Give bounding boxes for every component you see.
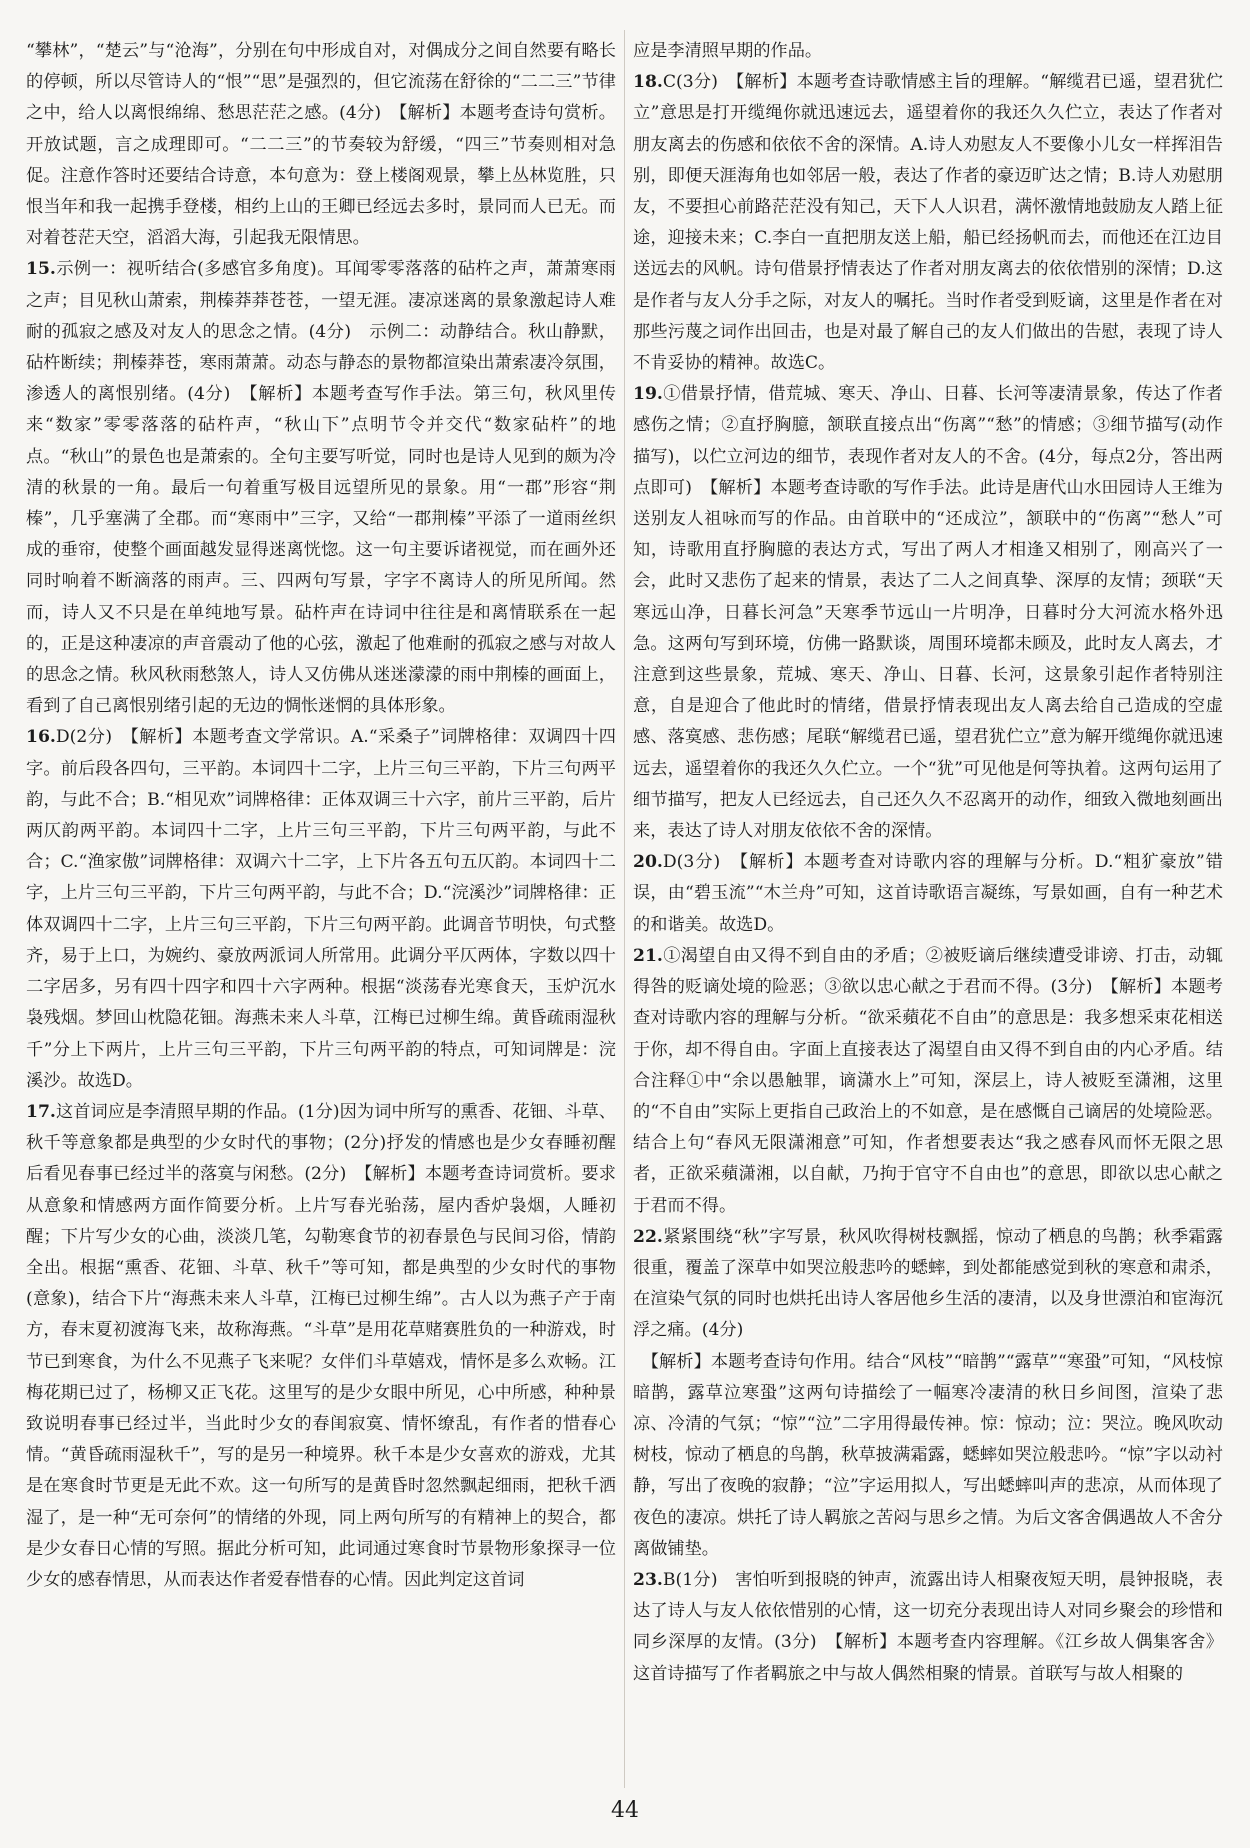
item-text: 应是李清照早期的作品。: [633, 41, 823, 61]
item-text: D(3分) 【解析】本题考查对诗歌内容的理解与分析。D.“粗犷豪放”错误，由“碧玉流”“木兰舟”可知，这首诗歌语言凝练，写景如画，自有一种艺术的和谐美。故选D。: [633, 852, 1223, 935]
item-number: 22.: [633, 1226, 663, 1247]
answer-16: [26, 722, 616, 1096]
item-text: ①借景抒情，借荒城、寒天、净山、日暮、长河等凄清景象，传达了作者感伤之情；②直抒胸臆，颔联直接点出“伤离”“愁”的情感；③细节描写(动作描写)，以伫立河边的细节，表现作者对友人的不舍。(4分，每点2分，答出两点即可) 【解析】本题考查诗歌的写作手法。此诗是唐代山水田园诗人王维为送别友人祖咏而写的作品。由首联中的“还成泣”，颔联中的“伤离”“愁人”可知，诗歌用直抒胸臆的表达方式，写出了两人才相逢又相别了，刚高兴了一会，此时又悲伤了起来的情景，表达了二人之间真挚、深厚的友情；颈联“天寒远山净，日暮长河急”天寒季节远山一片明净，日暮时分大河流水格外迅急。这两句写到环境，仿佛一路默谈，周围环境都未顾及，此时友人离去，才注意到这些景象，荒城、寒天、净山、日暮、长河，这景象引起作者特别注意，自是迎合了他此时的情绪，借景抒情表现出友人离去给自己造成的空虚感、落寞感、悲伤感；尾联“解缆君已遥，望君犹伫立”意为解开缆绳你就迅速远去，遥望着你的我还久久伫立。一个“犹”可见他是何等执着。这两句运用了细节描写，把友人已经远去，自己还久久不忍离开的动作，细致入微地刻画出来，表达了诗人对朋友依依不舍的深情。: [633, 384, 1223, 842]
item-number: 16.: [26, 727, 56, 748]
left-column: [26, 36, 616, 1596]
item-text: 紧紧围绕“秋”字写景，秋风吹得树枝飘摇，惊动了栖息的鸟鹊；秋季霜露很重，覆盖了深草中如哭泣般悲吟的蟋蟀，到处都能感觉到秋的寒意和肃杀，在渲染气氛的同时也烘托出诗人客居他乡生活的凄清，以及身世漂泊和宦海沉浮之痛。(4分) 【解析】本题考查诗句作用。结合“风枝”“暗鹊”“露草”“寒蛩”可知，“风枝惊暗鹊，露草泣寒蛩”这两句诗描绘了一幅寒冷凄清的秋日乡间图，渲染了悲凉、冷清的气氛；“惊”“泣”二字用得最传神。惊：惊动；泣：哭泣。晚风吹动树枝，惊动了栖息的鸟鹊，秋草披满霜露，蟋蟀如哭泣般悲吟。“惊”字以动衬静，写出了夜晚的寂静；“泣”字运用拟人，写出蟋蟀叫声的悲凉，从而体现了夜色的凄凉。烘托了诗人羁旅之苦闷与思乡之情。为后文客舍偶遇故人不舍分离做铺垫。: [633, 1226, 1223, 1559]
item-number: 15.: [26, 259, 56, 280]
answer-21: [633, 941, 1223, 1222]
item-text: C(3分) 【解析】本题考查诗歌情感主旨的理解。“解缆君已遥，望君犹伫立”意思是打开缆绳你就迅速远去，遥望着你的我还久久伫立，表达了作者对朋友离去的伤感和依依不舍的深情。A.诗人劝慰友人不要像小儿女一样挥泪告别，即便天涯海角也如邻居一般，表达了作者的豪迈旷达之情；B.诗人劝慰朋友，不要担心前路茫茫没有知己，天下人人识君，满怀激情地鼓励友人踏上征途，迎接未来；C.李白一直把朋友送上船，船已经扬帆而去，而他还在江边目送远去的风帆。诗句借景抒情表达了作者对朋友离去的依依惜别的深情；D.这是作者与友人分手之际，对友人的嘱托。当时作者受到贬谪，这里是作者在对那些污蔑之词作出回击，也是对最了解自己的友人们做出的告慰，表现了诗人不肯妥协的精神。故选C。: [633, 72, 1223, 374]
item-number: 17.: [26, 1101, 56, 1122]
answer-20: [633, 847, 1223, 941]
answer-14-continued: [26, 36, 616, 254]
item-number: 18.: [633, 72, 663, 93]
answer-17: [26, 1097, 616, 1596]
answer-19: [633, 379, 1223, 847]
item-text: B(1分) 害怕听到报晓的钟声，流露出诗人相聚夜短天明，晨钟报晓，表达了诗人与友人依依惜别的心情，这一切充分表现出诗人对同乡聚会的珍惜和同乡深厚的友情。(3分) 【解析】本题考查内容理解。《江乡故人偶集客舍》这首诗描写了作者羁旅之中与故人偶然相聚的情景。首联写与故人相聚的: [633, 1569, 1223, 1684]
answer-22: [633, 1222, 1223, 1565]
item-text: 这首词应是李清照早期的作品。(1分)因为词中所写的熏香、花钿、斗草、秋千等意象都是典型的少女时代的事物；(2分)抒发的情感也是少女春睡初醒后看见春事已经过半的落寞与闲愁。(2分) 【解析】本题考查诗词赏析。要求从意象和情感两方面作简要分析。上片写春光骀荡，屋内香炉袅烟，人睡初醒；下片写少女的心曲，淡淡几笔，勾勒寒食节的初春景色与民间习俗，情韵全出。根据“熏香、花钿、斗草、秋千”等可知，都是典型的少女时代的事物(意象)，结合下片“海燕未来人斗草，江梅已过柳生绵”。古人以为燕子产于南方，春末夏初渡海飞来，故称海燕。“斗草”是用花草赌赛胜负的一种游戏，时节已到寒食，为什么不见燕子飞来呢？女伴们斗草嬉戏，情怀是多么欢畅。江梅花期已过了，杨柳又正飞花。这里写的是少女眼中所见，心中所感，种种景致说明春事已经过半，当此时少女的春闺寂寞、情怀缭乱，有作者的惜春心情。“黄昏疏雨湿秋千”，写的是另一种境界。秋千本是少女喜欢的游戏，尤其是在寒食时节更是无此不欢。这一句所写的是黄昏时忽然飘起细雨，把秋千洒湿了，是一种“无可奈何”的情绪的外现，同上两句所写的有精神上的契合，都是少女春日心情的写照。据此分析可知，此词通过寒食时节景物形象探寻一位少女的感春情思，从而表达作者爱春惜春的心情。因此判定这首词: [26, 1101, 616, 1590]
item-number: 21.: [633, 945, 663, 966]
item-number: 19.: [633, 384, 663, 405]
answer-18: [633, 67, 1223, 379]
item-text: D(2分) 【解析】本题考查文学常识。A.“采桑子”词牌格律：双调四十四字。前后段各四句，三平韵。本词四十二字，上片三句三平韵，下片三句两平韵，与此不合；B.“相见欢”词牌格律：正体双调三十六字，前片三平韵，后片两仄韵两平韵。本词四十二字，上片三句三平韵，下片三句两平韵，与此不合；C.“渔家傲”词牌格律：双调六十二字，上下片各五句五仄韵。本词四十二字，上片三句三平韵，下片三句两平韵，与此不合；D.“浣溪沙”词牌格律：正体双调四十二字，上片三句三平韵，下片三句两平韵。此调音节明快，句式整齐，易于上口，为婉约、豪放两派词人所常用。此调分平仄两体，字数以四十二字居多，另有四十四字和四十六字两种。根据“淡荡春光寒食天，玉炉沉水袅残烟。梦回山枕隐花钿。海燕未来人斗草，江梅已过柳生绵。黄昏疏雨湿秋千”分上下两片，上片三句三平韵，下片三句两平韵的特点，可知词牌是：浣溪沙。故选D。: [26, 727, 616, 1091]
item-text: ①渴望自由又得不到自由的矛盾；②被贬谪后继续遭受诽谤、打击，动辄得咎的贬谪处境的险恶；③欲以忠心献之于君而不得。(3分) 【解析】本题考查对诗歌内容的理解与分析。“欲采蘋花不自由”的意思是：我多想采束花相送于你，却不得自由。字面上直接表达了渴望自由又得不到自由的内心矛盾。结合注释①中“余以愚触罪，谪潇水上”可知，深层上，诗人被贬至潇湘，这里的“不自由”实际上更指自己政治上的不如意，是在感慨自己谪居的处境险恶。结合上句“春风无限潇湘意”可知，作者想要表达“我之感春风而怀无限之思者，正欲采蘋潇湘，以自献，乃拘于官守不自由也”的意思，即欲以忠心献之于君而不得。: [633, 945, 1223, 1216]
item-number: 23.: [633, 1569, 663, 1590]
item-text: 示例一：视听结合(多感官多角度)。耳闻零零落落的砧杵之声，萧萧寒雨之声；目见秋山萧索，荆榛莽莽苍苍，一望无涯。凄凉迷离的景象激起诗人难耐的孤寂之感及对友人的思念之情。(4分) 示例二：动静结合。秋山静默，砧杵断续；荆榛莽苍，寒雨萧萧。动态与静态的景物都渲染出萧索凄冷氛围，渗透人的离恨别绪。(4分) 【解析】本题考查写作手法。第三句，秋风里传来“数家”零零落落的砧杵声，“秋山下”点明节令并交代“数家砧杵”的地点。“秋山”的景色也是萧索的。全句主要写听觉，同时也是诗人见到的颇为冷清的秋景的一角。最后一句着重写极目远望所见的景象。用“一郡”形容“荆榛”，几乎塞满了全郡。而“寒雨中”三字，又给“一郡荆榛”平添了一道雨丝织成的垂帘，使整个画面越发显得迷离恍惚。这一句主要诉诸视觉，而在画外还同时响着不断滴落的雨声。三、四两句写景，字字不离诗人的所见所闻。然而，诗人又不只是在单纯地写景。砧杵声在诗词中往往是和离情联系在一起的，正是这种凄凉的声音震动了他的心弦，激起了他难耐的孤寂之感与对故人的思念之情。秋风秋雨愁煞人，诗人又仿佛从迷迷濛濛的雨中荆榛的画面上，看到了自己离恨别绪引起的无边的惆怅迷惘的具体形象。: [26, 259, 616, 717]
answer-17-continued: [633, 36, 1223, 67]
answer-23: [633, 1565, 1223, 1690]
item-text: “攀林”，“楚云”与“沧海”，分别在句中形成自对，对偶成分之间自然要有略长的停顿，所以尽管诗人的“恨”“思”是强烈的，但它流荡在舒徐的“二二三”节律之中，给人以离恨绵绵、愁思茫茫之感。(4分) 【解析】本题考查诗句赏析。开放试题，言之成理即可。“二二三”的节奏较为舒缓，“四三”节奏则相对急促。注意作答时还要结合诗意，本句意为：登上楼阁观景，攀上丛林览胜，只恨当年和我一起携手登楼，相约上山的王卿已经远去多时，景同而人已无。而对着苍茫天空，滔滔大海，引起我无限情思。: [26, 41, 616, 249]
answer-15: [26, 254, 616, 722]
right-column: [633, 36, 1223, 1690]
column-divider: [624, 30, 625, 1788]
item-number: 20.: [633, 852, 663, 873]
page-number: 44: [611, 1798, 639, 1823]
